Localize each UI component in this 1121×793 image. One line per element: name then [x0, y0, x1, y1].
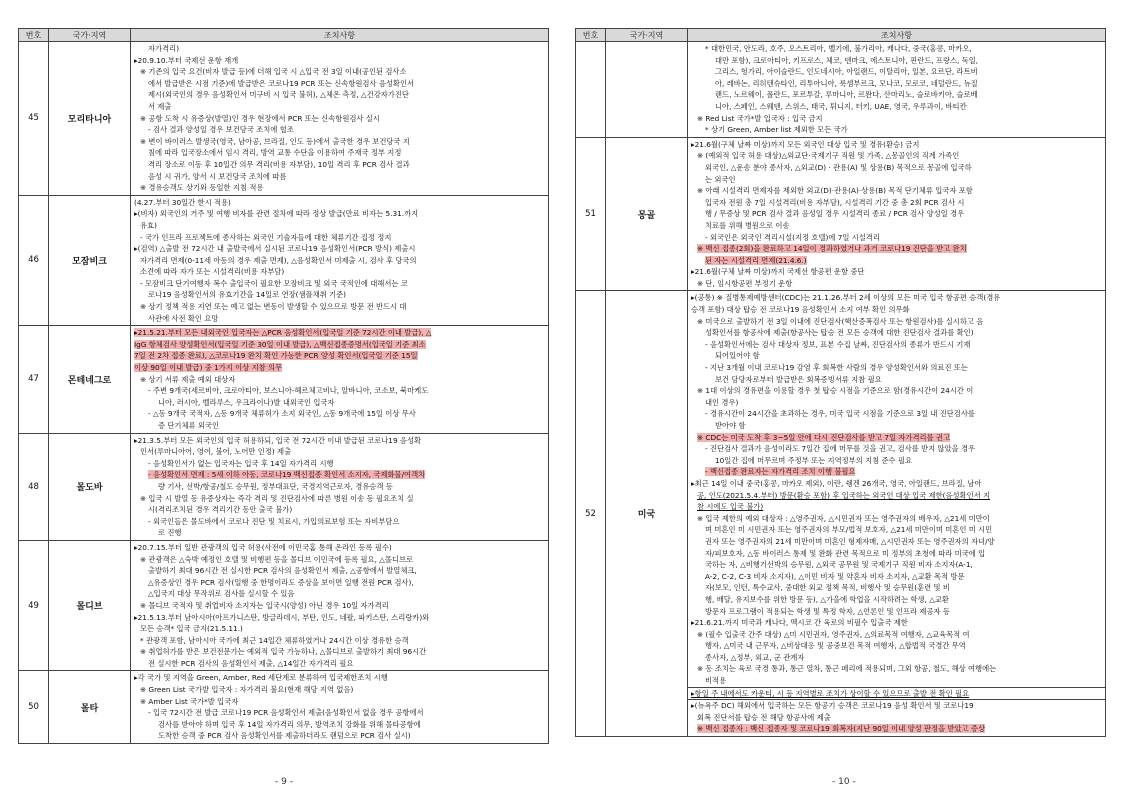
measure-line — [691, 490, 1102, 502]
measure-text: 자가격리) — [148, 44, 180, 53]
measure-line — [691, 432, 1102, 444]
measure-text: - 음성확인서에는 검사 대상자 정보, 표본 수집 날짜, 진단검사의 종류가 반드시 기재 — [705, 339, 971, 349]
measure-line — [691, 408, 1102, 420]
table-row — [19, 195, 549, 326]
measure-text: 종사자, △정부, 외교, 군 관계자 — [705, 652, 805, 662]
measure-line — [134, 408, 545, 420]
measure-line — [134, 313, 545, 325]
measure-text: ※ 백신 접종자 : 백신 접종자 및 코로나19 회복자(지난 90일 이내 양성 판정을 받았고 증상 — [697, 724, 986, 734]
country-name: 모잠비크 — [49, 195, 131, 326]
measure-line — [134, 612, 545, 624]
measure-text: ※ 취업허가를 받은 보건전문가는 예외적 입국 가능하나, △몰디브로 출발하기 최대 96시간 — [140, 647, 427, 657]
measures-cell — [131, 195, 549, 326]
measure-line — [134, 516, 545, 528]
measure-line — [691, 548, 1102, 560]
measure-line — [691, 220, 1102, 232]
measure-text: 니아, 러시아, 벨라루스, 우크라이나)발 내외국인 입국자 — [158, 397, 335, 407]
measure-text: ▸21.3.5.부터 모든 외국인의 입국 허용하되, 입국 전 72시간 이내 발급된 코로나19 음성확 — [134, 435, 422, 445]
measure-text: * 관광객 포함, 남아시아 국가에 최근 14일간 체류하였거나 24시간 이상 경유한 승객 — [140, 635, 409, 645]
measure-line — [134, 420, 545, 432]
measure-line — [691, 185, 1102, 197]
measure-line — [134, 136, 545, 148]
measure-text: - 음성확인서가 없는 입국자는 입국 후 14일 자가격리 시행 — [148, 458, 334, 468]
country-name: 몰타 — [49, 671, 131, 744]
measure-line — [691, 501, 1102, 513]
country-name: 몽골 — [606, 137, 688, 291]
measure-text: 된 자는 시설격리 면제(21.4.6.) — [705, 255, 807, 265]
table-row — [19, 326, 549, 433]
measure-text: - 모잠비크 단기여행자 복수 출입국이 필요한 모잠비크 및 외국 국적인에 대해서는 코 — [140, 278, 408, 288]
measure-text: - 백신접종 완료자는 자가격리 조치 이행 불필요 — [705, 467, 856, 477]
country-name: 몬테네그로 — [49, 326, 131, 433]
measure-text: * 대한민국, 안도라, 호주, 오스트리아, 벨기에, 불가리아, 캐나다, 중국(홍콩, 마카오, — [705, 44, 972, 53]
measure-line — [688, 687, 1105, 700]
measure-text: - 음성확인서 면제 : 5세 이하 아동, 코로나19 백신접종 확인서 소지자, 국제화물/여객차 — [148, 470, 426, 480]
measure-line — [691, 582, 1102, 594]
row-number: 51 — [576, 137, 606, 291]
measure-line — [691, 443, 1102, 455]
measure-text: 아, 레바논, 리히텐슈타인, 리투아니아, 룩셈부르크, 모나코, 모로코, 네덜란드, 뉴질 — [715, 78, 978, 88]
measure-text: (4.27.부터 30일간 한시 적용) — [134, 197, 231, 207]
measure-text: 방문자 프로그램이 적용되는 학생 및 특정 학자, △언론인 및 인프라 제공자 등 — [705, 606, 950, 616]
measure-line — [691, 113, 1102, 125]
table-row — [576, 137, 1106, 291]
measure-line — [691, 420, 1102, 432]
measure-line — [691, 374, 1102, 386]
measure-text: 침에 따라 입국장소에서 임시 격리, 방역 교통 수단을 이용하여 주재국 정부 지정 — [148, 148, 402, 158]
measure-text: 치료를 위해 병원으로 이송 — [705, 220, 790, 230]
measure-line — [691, 208, 1102, 220]
measure-text: △입국지 대상 무작위로 검사를 실시할 수 있음 — [148, 589, 295, 599]
measure-text: 니아, 스페인, 스웨덴, 스위스, 태국, 튀니지, 터키, UAE, 영국, 우루과이, 바티칸 — [715, 101, 967, 111]
measure-line — [134, 565, 545, 577]
measure-line — [691, 101, 1102, 113]
right-page — [575, 28, 1106, 737]
measure-text: ※ 백신 접종(2회)을 완료하고 14일이 경과하였거나 과거 코로나19 진단을 받고 완치 — [697, 244, 967, 254]
measure-line — [691, 617, 1102, 629]
measure-text: ※ 상기 정책 적용 지연 또는 예고 없는 변동이 발생할 수 있으므로 방문 전 반드시 대 — [140, 302, 407, 312]
measure-text: - 주변 9개국(세르비아, 크로아티아, 보스니아-헤르체고비나, 알바니아, 코소보, 북마케도 — [148, 386, 429, 396]
measure-line — [134, 542, 545, 554]
measure-line — [134, 362, 545, 374]
measure-text: ※ (필수 입출국 간주 대상) △미 시민권자, 영주권자, △의료목적 여행자, △교육목적 여 — [697, 629, 970, 639]
measure-line — [691, 304, 1102, 316]
measures-cell — [688, 291, 1106, 737]
row-number: 46 — [19, 195, 49, 326]
measure-line — [134, 719, 545, 731]
measure-text: ※ 상기 서류 제출 예외 대상자 — [140, 374, 236, 384]
table-row — [576, 291, 1106, 737]
measure-line — [134, 350, 545, 362]
table-row — [19, 540, 549, 671]
measures-cell — [688, 137, 1106, 291]
measure-text: 자/피보호자, △동 바이러스 통제 및 완화 관련 목적으로 미 정부의 초청에 따라 미국에 입 — [705, 548, 986, 558]
measure-line — [134, 458, 545, 470]
measure-text: ※ 몰디브 국적자 및 취업비자 소지자는 입국시(양성) 아닌 경우 10일 자가격리 — [140, 600, 389, 610]
measure-line — [691, 524, 1102, 536]
measure-text: 회복 진단서를 탑승 전 해당 항공사에 제출 — [697, 712, 831, 722]
measure-line — [691, 162, 1102, 174]
table-header — [576, 29, 1106, 42]
measure-line — [691, 174, 1102, 186]
measure-text: 권자 또는 영주권자의 21세 미만이며 미혼인 형제자매, △시민권자 또는 영주권자의 자녀/양 — [705, 536, 995, 546]
measure-line — [691, 455, 1102, 467]
row-number: 50 — [19, 671, 49, 744]
measure-text: 승객 포함) 대상 탑승 전 코로나19 음성확인서 소지 여부 확인 의무화 — [691, 305, 910, 315]
measure-text: ※ Red List 국가*발 입국자 : 입국 금지 — [697, 113, 823, 123]
measure-line — [134, 278, 545, 290]
measure-line — [691, 350, 1102, 362]
measure-line — [134, 327, 545, 339]
measure-line — [691, 536, 1102, 548]
measure-line — [134, 266, 545, 278]
measure-line — [691, 397, 1102, 409]
measure-line — [691, 150, 1102, 162]
measure-text: ※ 단, 임시항공편 부정기 운항 — [697, 278, 793, 288]
measure-text: ▸(공통) ※ 질병통제예방센터(CDC)는 21.1.26.부터 2세 이상의 모든 미국 입국 항공편 승객(경유 — [691, 293, 1001, 303]
measure-line — [134, 658, 545, 670]
header-measures: 조치사항 — [131, 29, 549, 42]
measure-line — [691, 278, 1102, 290]
measure-text: 되어있어야 함 — [715, 351, 760, 361]
measure-text: ▸21.6.21.까지 미국과 캐나다, 멕시코 간 육로의 비필수 입출국 제한 — [691, 618, 908, 628]
measure-text: 로나19 음성확인서의 유효기간을 14일로 연장(샘플채취 기준) — [148, 290, 346, 300]
measure-line — [134, 554, 545, 566]
measure-line — [134, 493, 545, 505]
measure-line — [691, 232, 1102, 244]
measure-line — [134, 588, 545, 600]
measure-line — [134, 504, 545, 516]
row-number: 48 — [19, 433, 49, 540]
measure-text: ※ 미국으로 출발하기 전 3일 이내에 진단검사(핵산증폭검사 또는 항원검사)를 실시하고 음 — [697, 316, 984, 326]
measure-line — [691, 78, 1102, 90]
measure-line — [134, 730, 545, 742]
measure-text: - 국가 인프라 프로젝트에 종사하는 외국인 기술자들에 대한 체류기간 집정 정지 — [140, 232, 392, 242]
measure-text: ※ 1대 이상의 경유편을 이용할 경우 첫 탑승 시점을 기준으로 함(경유시간이 24시간 이 — [697, 386, 974, 396]
table-row — [576, 42, 1106, 138]
measure-text: ▸20.9.10.부터 국제선 운항 재개 — [134, 55, 239, 65]
measure-text: 입국자 전원 총 7일 시설격리(비용 자부담), 시설격리 기간 중 총 2회 PCR 검사 시 — [705, 197, 965, 207]
measure-text: ※ 관광객은 △숙박 예정인 호텔 및 비행편 등을 몰디브 이민국에 등록 필요, △몰디브로 — [140, 554, 414, 564]
measure-line — [134, 43, 545, 55]
measure-text: - 지난 3개월 이내 코로나19 감염 후 회복한 사람의 경우 양성확인서와 의료진 또는 — [705, 363, 968, 373]
measure-text: ※ 입국 시 발열 등 유증상자는 즉각 격리 및 진단검사에 따른 병원 이송 등 필요조치 실 — [140, 493, 414, 503]
measure-text: 랜드, 노르웨이, 폴란드, 포르투갈, 루마니아, 르완다, 산마리노, 슬로바키아, 슬로베 — [715, 90, 978, 100]
measures-cell — [131, 540, 549, 671]
measure-text: 는 외국인 — [705, 174, 736, 184]
measure-text: 행자, △미국 내 근무자, △비상대응 및 공중보건 목적 여행자, △합법적 국경간 무역 — [705, 641, 966, 651]
row-number: 52 — [576, 291, 606, 737]
country-name: 몰도바 — [49, 433, 131, 540]
left-page — [18, 28, 549, 744]
measure-line — [134, 600, 545, 612]
measure-text: 행 / 무증상 및 PCR 검사 결과 음성일 경우 시설격리 종료 / PCR 검사 양성일 경우 — [705, 209, 965, 219]
measure-line — [691, 478, 1102, 490]
measure-text: 서 제출 — [148, 101, 172, 111]
row-number: 49 — [19, 540, 49, 671]
measure-line — [691, 629, 1102, 641]
measure-text: 외국인, △운송 분야 종사자, △외교(D) · 관용(A) 및 상용(B) 목적으로 몽골에 입국하 — [705, 162, 972, 172]
measure-line — [691, 385, 1102, 397]
measure-text: ※ 입국 제한의 예외 대상자 : △영주권자, △시민권자 또는 영주권자의 배우자, △21세 미만이 — [697, 513, 990, 523]
measures-cell — [688, 42, 1106, 138]
measure-text: ※ 공항 도착 시 유증상(발열)인 경우 현장에서 PCR 또는 신속항원검사 실시 — [140, 113, 380, 123]
header-num: 번호 — [576, 29, 606, 42]
measure-text: 7일 전 2차 접종 완료), △코로나19 완치 확인 가능한 PCR 양성 확인서(입국일 기준 15일 — [134, 351, 418, 361]
measure-line — [134, 66, 545, 78]
measure-line — [134, 481, 545, 493]
measure-line — [134, 446, 545, 458]
measures-cell — [131, 42, 549, 196]
measure-line — [134, 243, 545, 255]
measure-text: ※ Amber List 국가*발 입국자 — [140, 696, 239, 706]
measure-text: ※ 기존의 입국 요건(비자 발급 등)에 더해 입국 시 △입국 전 3일 이내(공인된 검사소 — [140, 67, 407, 77]
measure-text: 내인 경우) — [705, 397, 739, 407]
measure-line — [134, 289, 545, 301]
measure-line — [691, 663, 1102, 675]
measure-line — [134, 113, 545, 125]
measure-text: 모든 승객* 입국 금지(21.5.11.) — [140, 624, 243, 634]
measure-line — [691, 292, 1102, 304]
measure-line — [691, 43, 1102, 55]
measure-text: 자가격리 면제(0-11세 아동의 경우 제출 면제), △음성확인서 미제출 시, 검사 후 당국의 — [140, 255, 417, 265]
measure-line — [134, 527, 545, 539]
table-header — [19, 29, 549, 42]
page-number-left: - 9 - — [275, 777, 293, 787]
measure-line — [691, 723, 1102, 735]
measure-text: ※ (예외적 입국 허용 대상)△외교단·국제기구 직원 및 가족, △몽골인의 직계 가족인 — [697, 151, 960, 161]
measure-line — [691, 316, 1102, 328]
measure-line — [134, 385, 545, 397]
measure-text: - 외국인은 외국인 격리시설(지정 호텔)에 7일 시설격리 — [705, 232, 880, 242]
measure-line — [134, 197, 545, 209]
measure-line — [134, 577, 545, 589]
measure-line — [691, 139, 1102, 151]
measure-line — [134, 684, 545, 696]
measure-line — [691, 513, 1102, 525]
table-row — [19, 671, 549, 744]
measure-text: 전 실시한 PCR 검사의 음성확인서 제출, △14일간 자가격리 필요 — [148, 658, 354, 668]
measure-text: ▸21.5.13.부터 남아시아(아프가니스탄, 방글라데시, 부탄, 인도, 네팔, 파키스탄, 스리랑카)와 — [134, 612, 430, 622]
measure-text: - 검사 결과 양성일 경우 보건당국 조치에 협조 — [148, 125, 294, 135]
measure-text: 보건 담당자로부터 발급받은 회복증빙서류 지참 필요 — [715, 374, 882, 384]
measure-text: ※ 경유승객도 상기와 동일한 지침 적용 — [140, 183, 264, 193]
measures-cell — [131, 433, 549, 540]
measure-line — [691, 675, 1102, 687]
measure-text: 량 기사, 선박/항공/철도 승무원, 정부대표단, 국경지역근로자, 경유승객 등 — [158, 481, 393, 491]
measure-line — [134, 435, 545, 447]
table-row — [19, 42, 549, 196]
header-country: 국가·지역 — [606, 29, 688, 42]
measure-text: 10일간 집에 머무르며 주정부 또는 지역정부의 지침 준수 필요 — [715, 455, 913, 465]
row-number — [576, 42, 606, 138]
measure-text: ※ CDC는 미국 도착 후 3~5일 안에 다시 진단검사를 받고 7일 자가격리를 권고 — [697, 432, 951, 442]
measure-text: 며 미혼인 미 시민권자 또는 영주권자의 부모/법적 보호자, △21세 미만이며 미혼인 미 시민 — [705, 525, 993, 535]
measure-line — [691, 466, 1102, 478]
measure-text: 유효) — [140, 220, 157, 230]
measure-text: ▸(비자) 외국인의 거주 및 여행 비자를 관련 절차에 따라 정상 발급(만료 비자는 5.31.까지 — [134, 209, 419, 219]
measure-text: ▸21.5.21.부터 모든 내외국인 입국자는 △PCR 음성확인서(입국일 기준 72시간 이내 발급), △ — [134, 328, 432, 338]
measure-line — [691, 66, 1102, 78]
measure-line — [691, 652, 1102, 664]
measure-line — [134, 182, 545, 194]
measure-line — [134, 124, 545, 136]
country-name: 몰디브 — [49, 540, 131, 671]
measure-line — [134, 623, 545, 635]
measure-line — [691, 197, 1102, 209]
measures-cell — [131, 326, 549, 433]
measure-text: ※ 동 조치는 육로 국경 통과, 통근 열차, 통근 페리에 적용되며, 그외 항공, 철도, 해상 여행에는 — [697, 664, 997, 674]
measure-line — [134, 696, 545, 708]
measure-text: 에서 발급받은 시점 기준)에 발급받은 코로나19 PCR 또는 신속항원검사 음성확인서 — [148, 78, 415, 88]
measure-text: 사관에 사전 확인 요망 — [148, 313, 219, 323]
measure-line — [691, 124, 1102, 136]
measure-text: 격리 장소로 이동 후 10일간 의무 격리(비용 자부담), 10일 격리 후 PCR 검사 결과 — [148, 159, 410, 169]
measure-line — [134, 208, 545, 220]
measure-text: 제시(외국인의 경우 음성확인서 미구비 시 입국 불허), △체온 측정, △건강자가진단 — [148, 90, 409, 100]
measure-text: - 입국 72시간 전 발급 코로나19 PCR 음성확인서 제출(음성확인서 없을 경우 공항에서 — [148, 708, 424, 718]
measures-table-right — [575, 28, 1106, 737]
measure-text: - 경유시간이 24시간을 초과하는 경우, 미국 입국 시점을 기준으로 3일 내 진단검사를 — [705, 409, 975, 419]
measure-text: - 진단검사 결과가 음성이라도 7일간 집에 머무를 것을 권고, 검사를 받지 않았을 경우 — [705, 444, 976, 454]
measure-line — [691, 339, 1102, 351]
measure-text: - 외국인들은 몰도바에서 코로나 진단 및 치료시, 가입의료보험 또는 자비부담으 — [148, 516, 400, 526]
measure-text: 대만 포함), 크로아티아, 키프로스, 체코, 덴마크, 에스토니아, 핀란드, 프랑스, 독일, — [715, 55, 979, 65]
measure-line — [134, 89, 545, 101]
measure-text: 로 진행 — [158, 528, 182, 538]
measure-text: 참 시에도 입국 불가) — [697, 502, 764, 512]
measure-text: 이상 90일 이내 발급) 중 1가지 이상 지참 의무 — [134, 363, 283, 373]
header-num: 번호 — [19, 29, 49, 42]
measure-line — [691, 594, 1102, 606]
measure-line — [134, 301, 545, 313]
measure-line — [691, 606, 1102, 618]
measure-line — [134, 646, 545, 658]
measure-line — [691, 362, 1102, 374]
measure-line — [691, 55, 1102, 67]
measure-line — [691, 255, 1102, 267]
measure-text: ※ 아래 시설격리 면제자를 제외한 외교(D)·관용(A)·상용(B) 목적 단기체류 입국자 포함 — [697, 186, 973, 196]
table-row — [19, 433, 549, 540]
measure-line — [688, 699, 1105, 712]
measure-line — [691, 559, 1102, 571]
measure-text: * 상기 Green, Amber list 제외한 모든 국가 — [705, 125, 848, 135]
measure-line — [134, 78, 545, 90]
measure-text: 인서(루마니아어, 영어, 불어, 노어만 인정) 제출 — [140, 447, 292, 457]
measure-text: ▸20.7.15.부터 일반 관광객의 입국 허용(사전에 이민국홈 통해 온라인 등록 필수) — [134, 542, 392, 552]
header-measures: 조치사항 — [688, 29, 1106, 42]
measure-line — [134, 147, 545, 159]
measure-text: 음성 시 귀가, 양서 시 보건당국 조치에 따름 — [148, 171, 287, 181]
measure-line — [134, 101, 545, 113]
measure-line — [691, 243, 1102, 255]
measure-line — [691, 571, 1102, 583]
country-name: 모리타니아 — [49, 42, 131, 196]
measures-table-left — [18, 28, 549, 744]
country-name: 미국 — [606, 291, 688, 737]
measure-text: △유증상인 경우 PCR 검사(일행 중 한명이라도 증상을 보이면 일행 전원 PCR 검사), — [148, 577, 414, 587]
measure-text: ※ Green List 국가발 입국자 : 자가격리 불요(현재 해당 지역 없음) — [140, 685, 354, 695]
measure-text: 행, 배달, 유지보수를 위한 방문 등), △가을에 학업을 시작하려는 학생, △교환 — [705, 594, 949, 604]
measure-line — [134, 672, 545, 684]
measure-text: 증 단기체류 외국인 — [158, 421, 220, 430]
measure-line — [134, 55, 545, 67]
row-number: 47 — [19, 326, 49, 433]
measure-line — [134, 220, 545, 232]
measure-text: ▸항일 주 내에서도 카운티, 시 등 지역별로 조치가 상이할 수 있으므로 출발 전 확인 필요 — [691, 688, 970, 698]
measure-text: ▸각 국가 및 지역을 Green, Amber, Red 세단계로 분류하여 입국제한조치 시행 — [134, 673, 388, 683]
measure-text: 공, 인도(2021.5.4.부터) 방문(환승 포함) 후 입국하는 외국인 대상 입국 제한(음성확인서 지 — [697, 490, 991, 500]
measure-line — [134, 232, 545, 244]
measure-text: ▸21.6월(구체 날짜 미상)까지 모든 외국인 대상 입국 및 경유(환승) 금지 — [691, 139, 920, 149]
measure-line — [691, 89, 1102, 101]
measure-text: 도착한 승객 중 PCR 검사 음성확인서를 제출하더라도 랜덤으로 PCR 검사 실시) — [158, 731, 411, 741]
measure-line — [134, 707, 545, 719]
measure-text: ▸(검역) △출발 전 72시간 내 출발국에서 실시된 코로나19 음성확인서(PCR 방식) 제출시 — [134, 244, 416, 254]
measure-line — [691, 327, 1102, 339]
measure-text: 소견에 따라 자가 또는 시설격리(비용 자부담) — [140, 267, 285, 277]
country-name — [606, 42, 688, 138]
measure-line — [691, 640, 1102, 652]
measure-text: 국하는 자, △비행기선박의 승무원, △외국 공무원 및 국제기구 직원 비자 소지자(A-1, — [705, 560, 973, 570]
page-number-right: - 10 - — [832, 777, 856, 787]
measure-text: IgG 항체검사 양성확인서(입국일 기준 30일 이내 발급), △백신접종증명서(입국일 기준 최소 — [134, 339, 426, 349]
measure-text: A-2, C-2, C-3 비자 소지자), △이민 비자 및 약혼자 비자 소지자, △교환 목적 방문 — [705, 571, 965, 581]
measure-text: - △동 9개국 국적자, △동 9개국 체류허가 소지 외국인, △동 9개국에 15일 이상 무사 — [148, 409, 416, 419]
measure-line — [134, 339, 545, 351]
measure-line — [691, 266, 1102, 278]
measure-text: 비적용 — [705, 676, 727, 686]
measure-text: 검사를 받아야 하며 입국 후 14일 자가격리 의무, 방역조치 강화를 위해 몰타공항에 — [158, 719, 421, 729]
measure-text: 출발하기 최대 96시간 전 실시한 PCR 검사의 음성확인서 제출, △공항에서 발열체크, — [148, 566, 417, 576]
row-number: 45 — [19, 42, 49, 196]
measure-text: ※ 변이 바이러스 발생국(영국, 남아공, 브라질, 인도 등)에서 출국한 경우 보건당국 지 — [140, 136, 410, 146]
measure-text: 받아야 함 — [715, 421, 746, 430]
measure-line — [134, 374, 545, 386]
measure-text: 자(보모, 인턴, 특수교사, 중대한 외교 정책 목적, 비행사 및 승무원(훈련 및 비 — [705, 583, 950, 593]
header-country: 국가·지역 — [49, 29, 131, 42]
measure-line — [134, 469, 545, 481]
measure-text: ▸21.6월(구체 날짜 미상)까지 국제선 항공편 운항 중단 — [691, 267, 865, 277]
measure-text: ▸(뉴욕주 DC) 해외에서 입국하는 모든 항공기 승객은 코로나19 음성 확인서 및 코로나19 — [691, 701, 974, 711]
measure-text: ▸최근 14일 이내 중국(홍콩, 마카오 제외), 이란, 쉥겐 26개국, 영국, 아일랜드, 브라질, 남아 — [691, 478, 982, 488]
measure-line — [134, 635, 545, 647]
measure-line — [691, 712, 1102, 724]
measure-line — [134, 397, 545, 409]
measure-line — [134, 255, 545, 267]
measures-cell — [131, 671, 549, 744]
measure-text: 성확인서를 항공사에 제출(항공사는 탑승 전 모든 승객에 대한 진단검사 결과를 확인) — [705, 328, 974, 338]
measure-line — [134, 171, 545, 183]
measure-line — [134, 159, 545, 171]
measure-text: 그리스, 헝가리, 아이슬란드, 인도네시아, 아일랜드, 이탈리아, 일본, 요르단, 라트비 — [715, 67, 978, 77]
measure-text: 시(격리조치된 경우 격리기간 동안 출국 불가) — [148, 505, 293, 515]
